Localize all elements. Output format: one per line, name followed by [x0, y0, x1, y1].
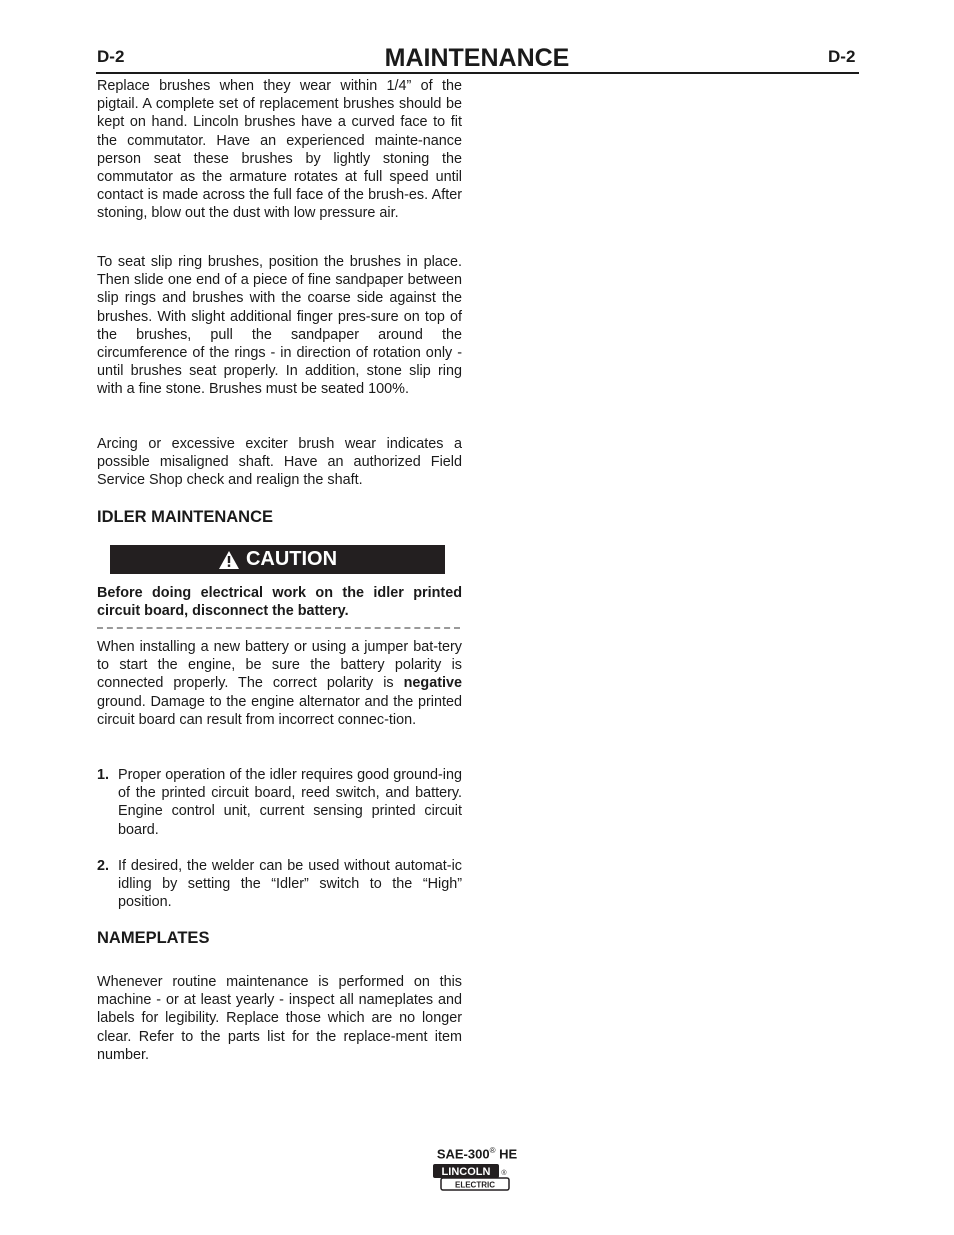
idler-heading: IDLER MAINTENANCE [97, 508, 273, 526]
model-name: SAE-300 [436, 1146, 490, 1162]
paragraph-brushes [97, 77, 462, 223]
dashed-divider [97, 627, 460, 629]
page-number-left: D-2 [97, 47, 125, 66]
slip-ring-text: To seat slip ring brushes, position the brushes in place. Then slide one end of a piece of fine sandpaper between slip rings and brushes with the coarse side against the brushes. With slight additional finger pres-sure on top of the brushes, pull the sandpaper around the circumference of the rings - in direction of rotation only - until brushes seat properly. In addition, stone slip ring with a fine stone. Brushes must be seated 100%. [97, 254, 462, 398]
list-item [97, 857, 462, 912]
logo-reg-mark: ® [501, 1170, 507, 1177]
caution-warning-text: Before doing electrical work on the idler printed circuit board, disconnect the battery. [97, 585, 462, 620]
caution-banner [110, 545, 445, 574]
registered-mark: ® [489, 1146, 496, 1155]
paragraph-nameplates [97, 973, 462, 1064]
logo-bottom-text: ELECTRIC [455, 1180, 495, 1190]
caution-label: CAUTION [245, 548, 338, 570]
list-item [97, 766, 462, 839]
arcing-text: Arcing or excessive exciter brush wear indicates a possible misaligned shaft. Have an authorized Field Service Shop check and realign the shaft. [97, 436, 462, 489]
brushes-text: Replace brushes when they wear within 1/4” of the pigtail. A complete set of replacement brushes should be kept on hand. Lincoln brushes have a curved face to fit the commutator. Have an experienced mainte-nance person seat these brushes by lightly stoning the commutator as the armature rotates at full speed until contact is made across the full face of the brush-es. After stoning, blow out the dust with low pressure air. [97, 78, 462, 222]
caution-warning [97, 584, 462, 620]
nameplates-heading: NAMEPLATES [97, 929, 210, 947]
paragraph-slip-ring [97, 253, 462, 399]
paragraph-battery [97, 638, 462, 729]
model-suffix: HE [495, 1146, 518, 1162]
warning-triangle-icon [218, 550, 240, 570]
paragraph-arcing [97, 435, 462, 490]
list-item-text: If desired, the welder can be used without automat-ic idling by setting the “Idler” switch to the “High” position. [118, 858, 462, 911]
list-item-number: 1. [97, 767, 110, 783]
list-item-text: Proper operation of the idler requires good ground-ing of the printed circuit board, reed switch, and battery. Engine control unit, current sensing printed circuit board. [118, 767, 462, 838]
battery-text-bold: negative [403, 675, 462, 692]
lincoln-electric-logo [432, 1163, 512, 1191]
page-number-right: D-2 [828, 47, 856, 66]
battery-text-pre: When installing a new battery or using a jumper bat-tery to start the engine, be sure the battery polarity is connected properly. The correct polarity is [97, 639, 462, 692]
footer-model [0, 1146, 954, 1161]
page-title: MAINTENANCE [384, 44, 570, 72]
list-item-number: 2. [97, 858, 110, 874]
battery-text [97, 638, 462, 729]
nameplates-text: Whenever routine maintenance is performed on this machine - or at least yearly - inspect all nameplates and labels for legibility. Replace those which are no longer clear. Refer to the parts list for the replace-ment item number. [97, 974, 462, 1063]
battery-text-post: ground. Damage to the engine alternator and the printed circuit board can result from incorrect connec-tion. [97, 693, 462, 728]
logo-top-text: LINCOLN [441, 1166, 491, 1178]
header-rule [96, 72, 859, 74]
